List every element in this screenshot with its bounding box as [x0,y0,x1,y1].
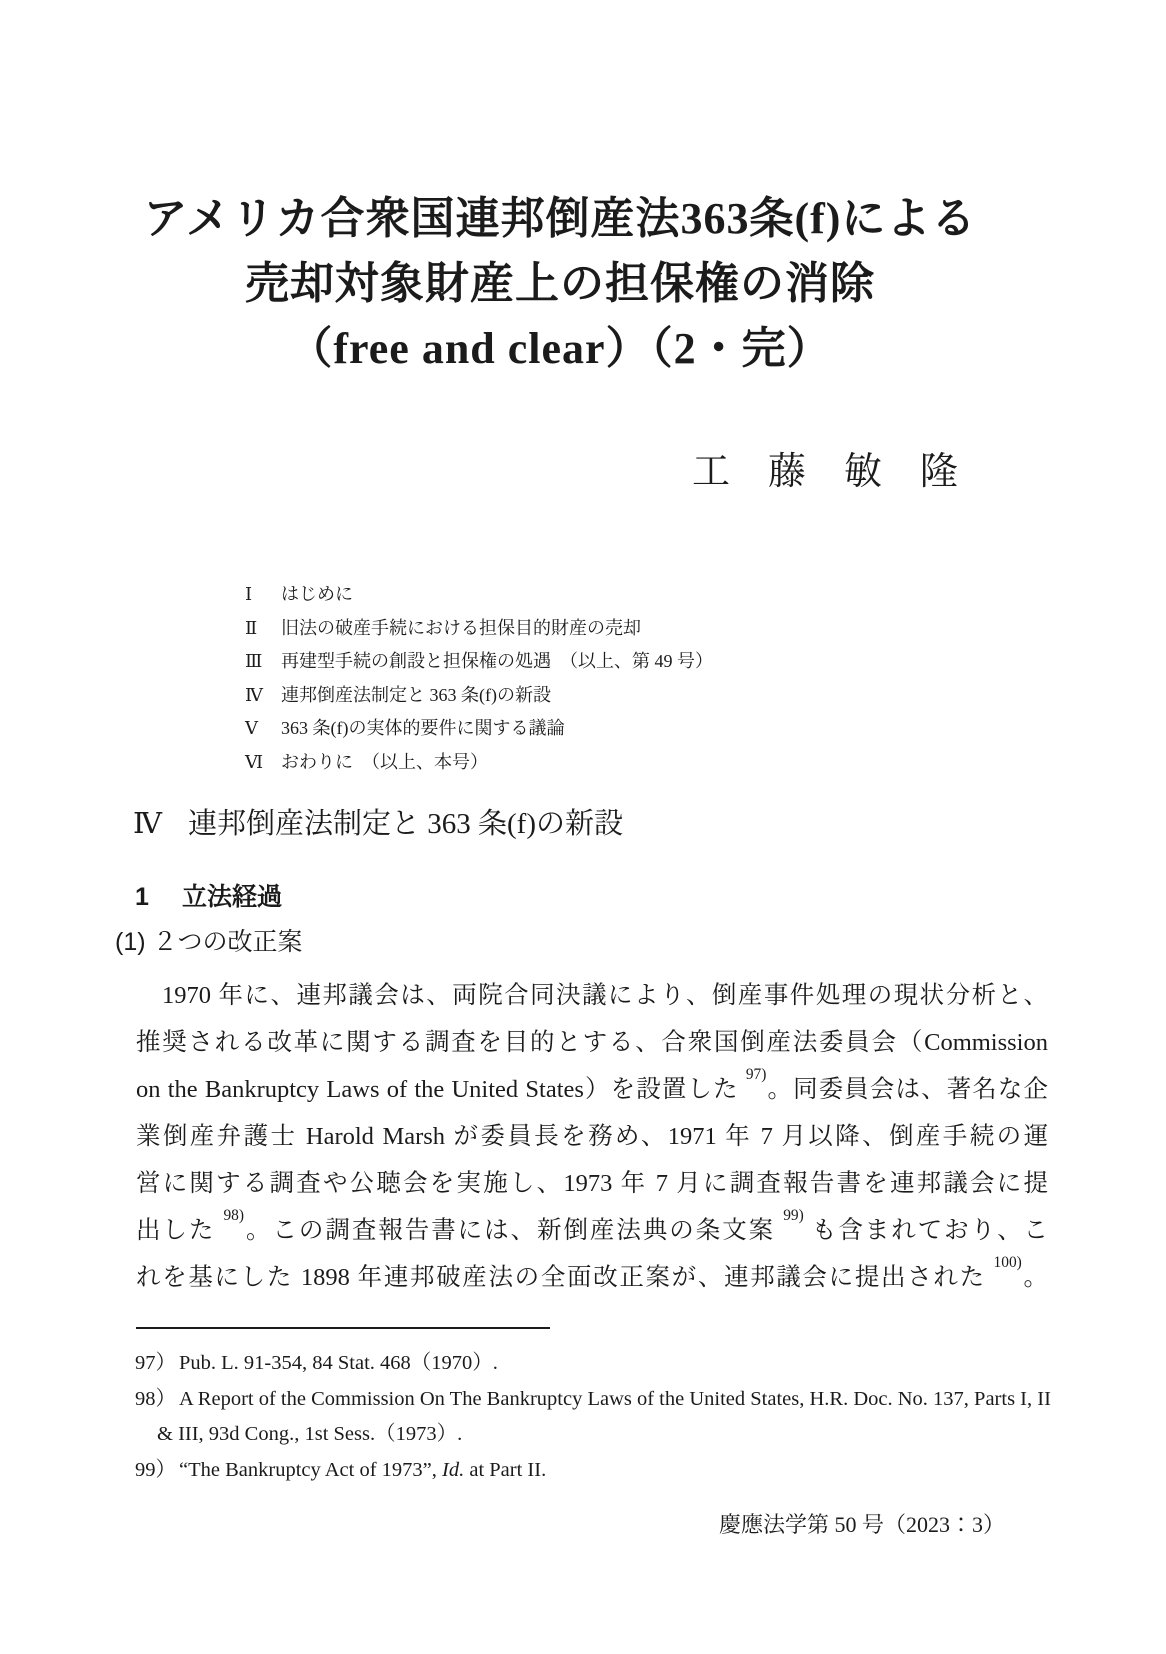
footnote-text [157,1388,1051,1446]
text-segment: 1970 年に、連邦議会は、両院合同決議により、倒産事件処理の現状分析と、 [136,982,1048,1009]
body-line [136,1254,1048,1301]
toc-numeral: Ⅵ [245,751,264,772]
text-segment: A Report of the Commission On The Bankruptcy Laws of the United States, H.R. Doc. No. 137, Parts I, II & III, 93d Cong., 1st Sess.（1973）. [157,1387,1051,1445]
text-segment: Pub. L. 91-354, 84 Stat. 468（1970）. [179,1352,498,1374]
toc-label: 旧法の破産手続における担保目的財産の売却 [281,617,641,638]
toc-item [245,679,713,713]
section-heading-numeral: Ⅳ [133,808,162,840]
footnote-text [179,1459,546,1481]
toc-item [245,712,713,746]
footnote-reference: 100) [993,1254,1022,1272]
footnote-reference: 99) [783,1207,804,1225]
toc-label: はじめに [281,584,353,604]
footnote-reference: 97) [745,1066,767,1084]
text-segment: 業倒産弁護士 Harold Marsh が委員長を務め、1971 年 7 月以降、倒産手続の運 [136,1123,1048,1150]
body-line [136,1160,1048,1207]
journal-citation: 慶應法学第 50 号（2023：3） [718,1512,1005,1537]
text-segment: “The Bankruptcy Act of 1973”, [179,1458,443,1481]
toc-label: 再建型手続の創設と担保権の処遇 （以上、第 49 号） [281,651,713,671]
text-segment: 。この調査報告書には、新倒産法典の条文案 [244,1217,784,1244]
body-paragraph [136,972,1048,1301]
text-segment: Id. [442,1458,465,1481]
author-name: 工 藤 敏 隆 [691,451,958,493]
text-segment: 推奨される改革に関する調査を目的とする、合衆国倒産法委員会（Commission [136,1029,1048,1056]
footnote-98 [135,1382,1051,1453]
footnotes [135,1346,1051,1488]
body-line [136,1207,1048,1254]
article-title [0,186,1120,381]
text-segment: on the Bankruptcy Laws of the United States）を設置した [136,1076,746,1103]
footnote-number: 99） [135,1458,176,1481]
text-segment: 。同委員会は、著名な企 [766,1076,1048,1103]
footnote-reference: 98) [223,1207,245,1225]
article-title-line-1: アメリカ合衆国連邦倒産法363条(f)による [143,194,977,243]
toc-numeral: Ⅳ [245,684,263,705]
toc-numeral: Ⅴ [245,718,258,738]
text-segment: 。 [1021,1264,1048,1291]
toc-item [245,612,713,646]
toc-label: 連邦倒産法制定と 363 条(f)の新設 [281,684,551,705]
footnote-text [179,1352,498,1374]
footnote-number: 98） [135,1387,176,1410]
footnote-99 [135,1453,1051,1489]
toc-item [245,746,713,780]
section-heading-iv [133,806,623,842]
text-segment: at Part II. [464,1458,547,1481]
toc-numeral: Ⅲ [245,651,263,671]
text-segment: も含まれており、こ [803,1217,1048,1244]
article-title-line-3: （free and clear）（2・完） [288,324,832,373]
body-line [136,1113,1048,1160]
article-title-line-2: 売却対象財産上の担保権の消除 [245,259,875,308]
toc-label: 363 条(f)の実体的要件に関する議論 [281,718,565,738]
toc-label: おわりに （以上、本号） [281,751,488,772]
toc-numeral: Ⅰ [245,584,253,604]
body-line [136,1066,1048,1113]
subsection-1-1-heading: (1) ２つの改正案 [115,928,303,956]
toc-item [245,578,713,612]
text-segment: 営に関する調査や公聴会を実施し、1973 年 7 月に調査報告書を連邦議会に提 [136,1170,1048,1197]
body-line [136,1019,1048,1066]
text-segment: 出した [136,1217,224,1244]
body-line [136,972,1048,1019]
subsection-1-numeral: 1 [135,883,149,911]
footnote-97 [135,1346,1051,1382]
subsection-1-heading [135,882,282,913]
text-segment: れを基にした 1898 年連邦破産法の全面改正案が、連邦議会に提出された [136,1264,994,1291]
toc-item [245,645,713,679]
footnote-number: 97） [135,1352,176,1374]
toc-numeral: Ⅱ [245,617,258,638]
footnote-divider [136,1327,550,1329]
table-of-contents [245,578,713,779]
subsection-1-text: 立法経過 [182,883,283,911]
section-heading-text: 連邦倒産法制定と 363 条(f)の新設 [188,808,623,840]
